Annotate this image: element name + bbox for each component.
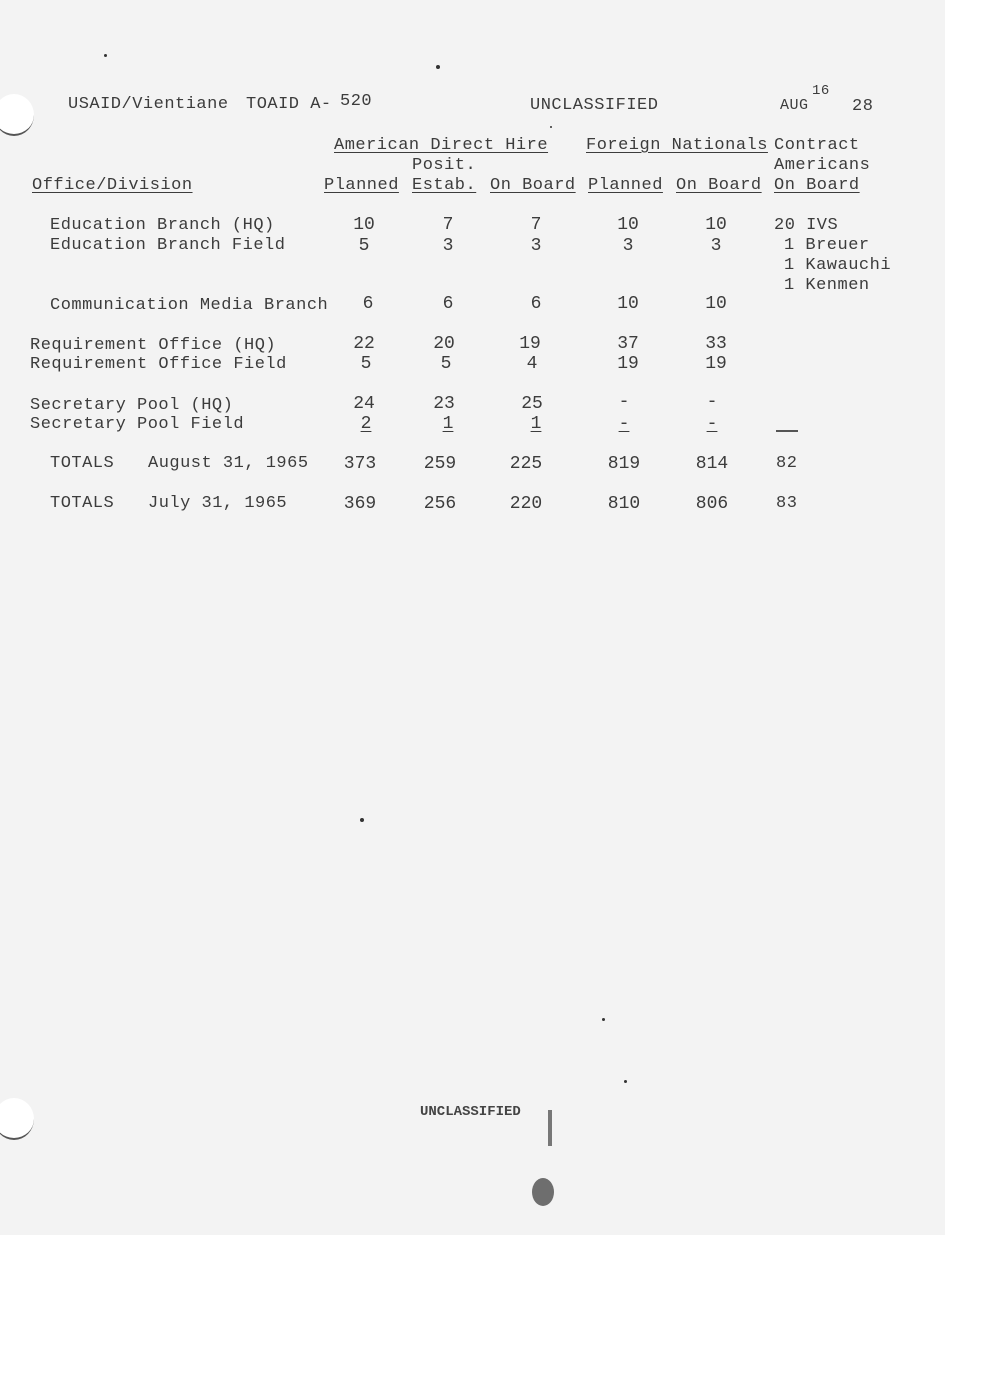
totals-fn-planned: 819 xyxy=(607,454,641,474)
speck xyxy=(436,65,440,69)
row-fn-planned: 10 xyxy=(617,294,639,314)
col-group-foreign: Foreign Nationals xyxy=(586,136,768,155)
row-fn-planned: 10 xyxy=(617,215,639,235)
row-on-board: 6 xyxy=(530,294,542,314)
punch-hole-top xyxy=(0,94,34,136)
row-name: Secretary Pool (HQ) xyxy=(30,396,234,415)
row-fn-on-board: 10 xyxy=(705,294,727,314)
header-office: USAID/Vientiane xyxy=(68,95,229,114)
totals-planned: 369 xyxy=(343,494,377,514)
row-fn-planned: - xyxy=(618,392,630,412)
col-contract-on-board: On Board xyxy=(774,176,860,195)
speck xyxy=(602,1018,605,1021)
totals-contract: 82 xyxy=(776,454,798,473)
row-contract: 1 Breuer xyxy=(784,236,870,255)
col-estab: Estab. xyxy=(412,176,477,195)
row-contract: 20 IVS xyxy=(774,216,839,235)
row-estab: 1 xyxy=(442,414,454,434)
row-on-board: 7 xyxy=(530,215,542,235)
row-planned: 5 xyxy=(360,354,372,374)
footer-classification-stamp: UNCLASSIFIED xyxy=(420,1104,521,1120)
row-on-board: 25 xyxy=(521,394,543,414)
contract-extra: 1 Kawauchi xyxy=(784,256,892,275)
row-estab: 7 xyxy=(442,215,454,235)
speck xyxy=(104,54,107,57)
totals-fn-on-board: 806 xyxy=(695,494,729,514)
col-fn-on-board: On Board xyxy=(676,176,762,195)
contract-total-rule xyxy=(776,430,798,432)
totals-planned: 373 xyxy=(343,454,377,474)
row-planned: 6 xyxy=(362,294,374,314)
row-fn-planned: - xyxy=(618,414,630,434)
totals-fn-planned: 810 xyxy=(607,494,641,514)
row-planned: 10 xyxy=(353,215,375,235)
header-date-day: 16 xyxy=(812,83,830,99)
row-on-board: 4 xyxy=(526,354,538,374)
col-office-division: Office/Division xyxy=(32,176,193,195)
row-fn-planned: 19 xyxy=(617,354,639,374)
row-on-board: 3 xyxy=(530,236,542,256)
row-estab: 5 xyxy=(440,354,452,374)
row-fn-on-board: 3 xyxy=(710,236,722,256)
col-on-board: On Board xyxy=(490,176,576,195)
totals-label: TOTALS xyxy=(50,454,115,473)
ink-blot xyxy=(532,1178,554,1206)
col-fn-planned: Planned xyxy=(588,176,663,195)
col-posit: Posit. xyxy=(412,156,477,175)
row-planned: 24 xyxy=(353,394,375,414)
speck xyxy=(550,126,552,128)
row-estab: 6 xyxy=(442,294,454,314)
col-group-contract-2: Americans xyxy=(774,156,871,175)
header-page: 28 xyxy=(852,97,874,116)
totals-date: July 31, 1965 xyxy=(148,494,288,513)
speck xyxy=(624,1080,627,1083)
header-toaid: TOAID A- xyxy=(246,95,332,114)
row-planned: 5 xyxy=(358,236,370,256)
row-fn-on-board: 10 xyxy=(705,215,727,235)
header-date-month: AUG xyxy=(780,97,809,114)
row-fn-planned: 37 xyxy=(617,334,639,354)
row-fn-on-board: 19 xyxy=(705,354,727,374)
contract-extra: 1 Kenmen xyxy=(784,276,870,295)
row-on-board: 19 xyxy=(519,334,541,354)
totals-contract: 83 xyxy=(776,494,798,513)
row-name: Requirement Office (HQ) xyxy=(30,336,277,355)
totals-label: TOTALS xyxy=(50,494,115,513)
row-estab: 20 xyxy=(433,334,455,354)
row-name: Requirement Office Field xyxy=(30,355,287,374)
col-group-contract-1: Contract xyxy=(774,136,860,155)
row-estab: 3 xyxy=(442,236,454,256)
totals-estab: 259 xyxy=(423,454,457,474)
totals-date: August 31, 1965 xyxy=(148,454,309,473)
totals-estab: 256 xyxy=(423,494,457,514)
row-fn-on-board: - xyxy=(706,392,718,412)
row-name: Communication Media Branch xyxy=(50,296,329,315)
row-on-board: 1 xyxy=(530,414,542,434)
totals-on-board: 225 xyxy=(509,454,543,474)
col-group-american: American Direct Hire xyxy=(334,136,549,155)
header-classification: UNCLASSIFIED xyxy=(530,96,659,115)
row-fn-on-board: 33 xyxy=(705,334,727,354)
totals-fn-on-board: 814 xyxy=(695,454,729,474)
row-planned: 22 xyxy=(353,334,375,354)
col-planned: Planned xyxy=(324,176,399,195)
header-number: 520 xyxy=(340,92,373,111)
row-fn-on-board: - xyxy=(706,414,718,434)
speck xyxy=(360,818,364,822)
ink-mark xyxy=(548,1110,552,1146)
row-estab: 23 xyxy=(433,394,455,414)
row-name: Education Branch (HQ) xyxy=(50,216,275,235)
punch-hole-bottom xyxy=(0,1098,34,1140)
row-fn-planned: 3 xyxy=(622,236,634,256)
totals-on-board: 220 xyxy=(509,494,543,514)
row-planned: 2 xyxy=(360,414,372,434)
row-name: Education Branch Field xyxy=(50,236,286,255)
row-name: Secretary Pool Field xyxy=(30,415,245,434)
